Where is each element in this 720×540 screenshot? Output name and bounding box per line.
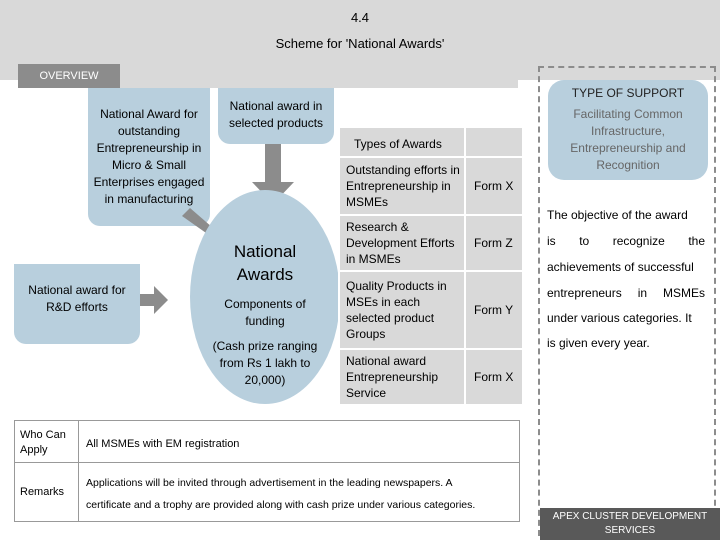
awards-table-header-blank [465,127,523,157]
objective-word: in [637,286,648,300]
objective-word: MSMEs [663,286,705,300]
objective-line: achievements of successful [547,260,694,274]
award-type: Quality Products in MSEs in each selected product Groups [339,271,465,349]
objective-word: is [547,234,556,248]
table-row [339,215,523,271]
objective-line: The objective of the award [547,208,688,222]
national-awards-title: National Awards [233,242,297,284]
award-form: Form Z [465,215,523,271]
rnd-award-text: National award for R&D efforts [28,283,126,314]
overview-tab[interactable]: OVERVIEW [18,64,120,88]
objective-word: the [688,234,705,248]
label-column-divider [78,420,79,522]
awards-table [338,126,524,406]
type-of-support-box [548,80,708,180]
footer-brand: APEX CLUSTER DEVELOPMENT SERVICES [540,508,720,540]
who-can-apply-value: All MSMEs with EM registration [86,438,240,450]
awards-table-header: Types of Awards [339,127,465,157]
type-of-support-text: Facilitating Common Infrastructure, Entrepreneurship and Recognition [570,107,686,172]
award-type: Outstanding efforts in Entrepreneurship in MSMEs [339,157,465,215]
objective-word: recognize [612,234,665,248]
table-row [339,271,523,349]
entrepreneurship-award-text: National Award for outstanding Entrepreneurship in Micro & Small Enterprises engaged in manufacturing [93,107,205,206]
national-awards-circle [190,190,340,404]
who-can-apply-label: Who Can Apply [20,429,66,456]
cash-prize-range: (Cash prize ranging from Rs 1 lakh to 20,000) [212,339,318,387]
products-award-box [218,88,334,144]
award-type: National award Entrepreneurship Service [339,349,465,405]
products-award-text: National award in selected products [228,99,324,130]
objective-text [547,208,705,356]
page-title: Scheme for 'National Awards' [275,36,445,51]
objective-line-justified [547,286,705,311]
rnd-award-box [14,264,140,344]
components-of-funding: Components of funding [224,297,306,328]
remarks-line: certificate and a trophy are provided along with cash prize under various categories. [86,499,476,511]
entrepreneurship-award-box [88,88,210,226]
table-row [339,157,523,215]
type-of-support-title: TYPE OF SUPPORT [571,86,685,100]
objective-word: entrepreneurs [547,286,622,300]
table-row [339,349,523,405]
arrow-right-icon [140,286,170,314]
objective-line: is given every year. [547,336,650,350]
slide-number: 4.4 [350,10,370,25]
row-divider [14,462,520,463]
objective-line: under various categories. It [547,311,692,325]
award-form: Form X [465,157,523,215]
award-type: Research & Development Efforts in MSMEs [339,215,465,271]
award-form: Form Y [465,271,523,349]
award-form: Form X [465,349,523,405]
objective-word: to [579,234,590,248]
remarks-line: Applications will be invited through advertisement in the leading newspapers. A [86,477,453,489]
section-rule [120,80,518,88]
objective-line-justified [547,234,705,260]
remarks-label: Remarks [20,486,65,498]
